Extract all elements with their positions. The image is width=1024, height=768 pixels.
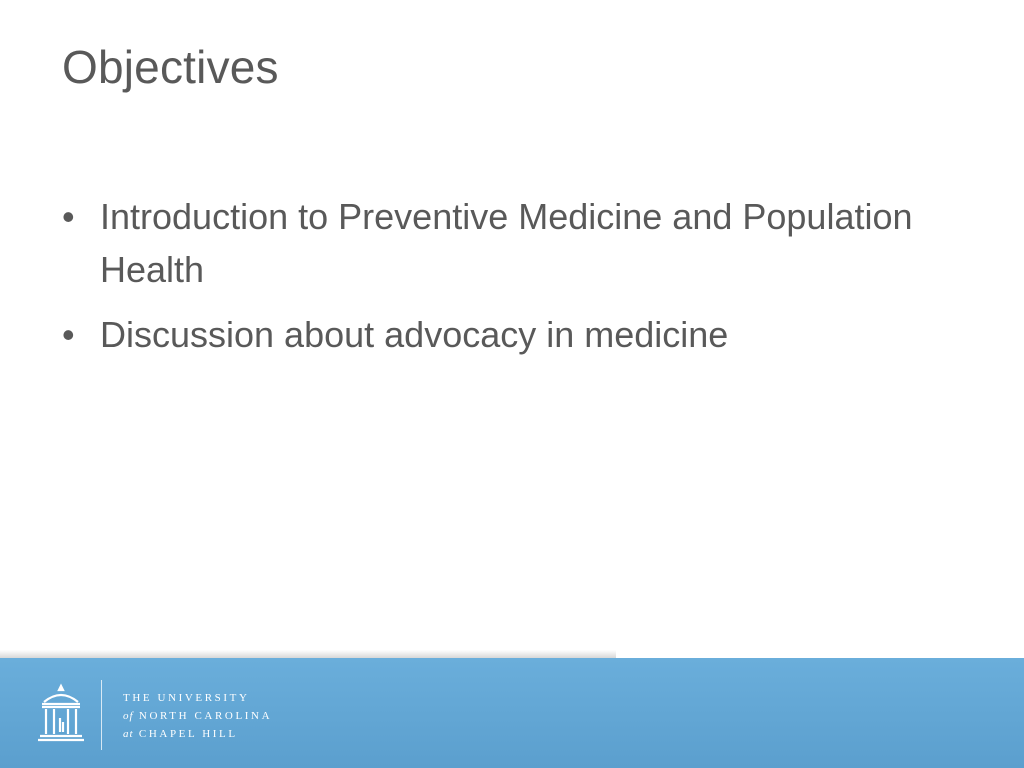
bullet-marker: • bbox=[62, 314, 75, 355]
bullet-item bbox=[62, 308, 922, 361]
bullet-item bbox=[62, 190, 922, 296]
bullet-text: Discussion about advocacy in medicine bbox=[100, 314, 729, 355]
old-well-icon bbox=[36, 682, 86, 746]
bullet-text: Introduction to Preventive Medicine and Population Health bbox=[100, 196, 913, 290]
wordmark-line-2 bbox=[123, 707, 272, 725]
logo-divider bbox=[101, 680, 102, 750]
wordmark-line-1: THE UNIVERSITY bbox=[123, 692, 250, 704]
bullet-marker: • bbox=[62, 196, 75, 237]
wordmark-line-3 bbox=[123, 725, 272, 743]
wordmark-prefix: at bbox=[123, 728, 134, 740]
bullet-list bbox=[62, 190, 922, 373]
slide-title: Objectives bbox=[62, 41, 279, 93]
university-wordmark bbox=[123, 689, 272, 743]
wordmark-line-2-text: NORTH CAROLINA bbox=[138, 710, 273, 722]
wordmark-line-3-text: CHAPEL HILL bbox=[138, 728, 238, 740]
wordmark-prefix: of bbox=[123, 710, 134, 722]
